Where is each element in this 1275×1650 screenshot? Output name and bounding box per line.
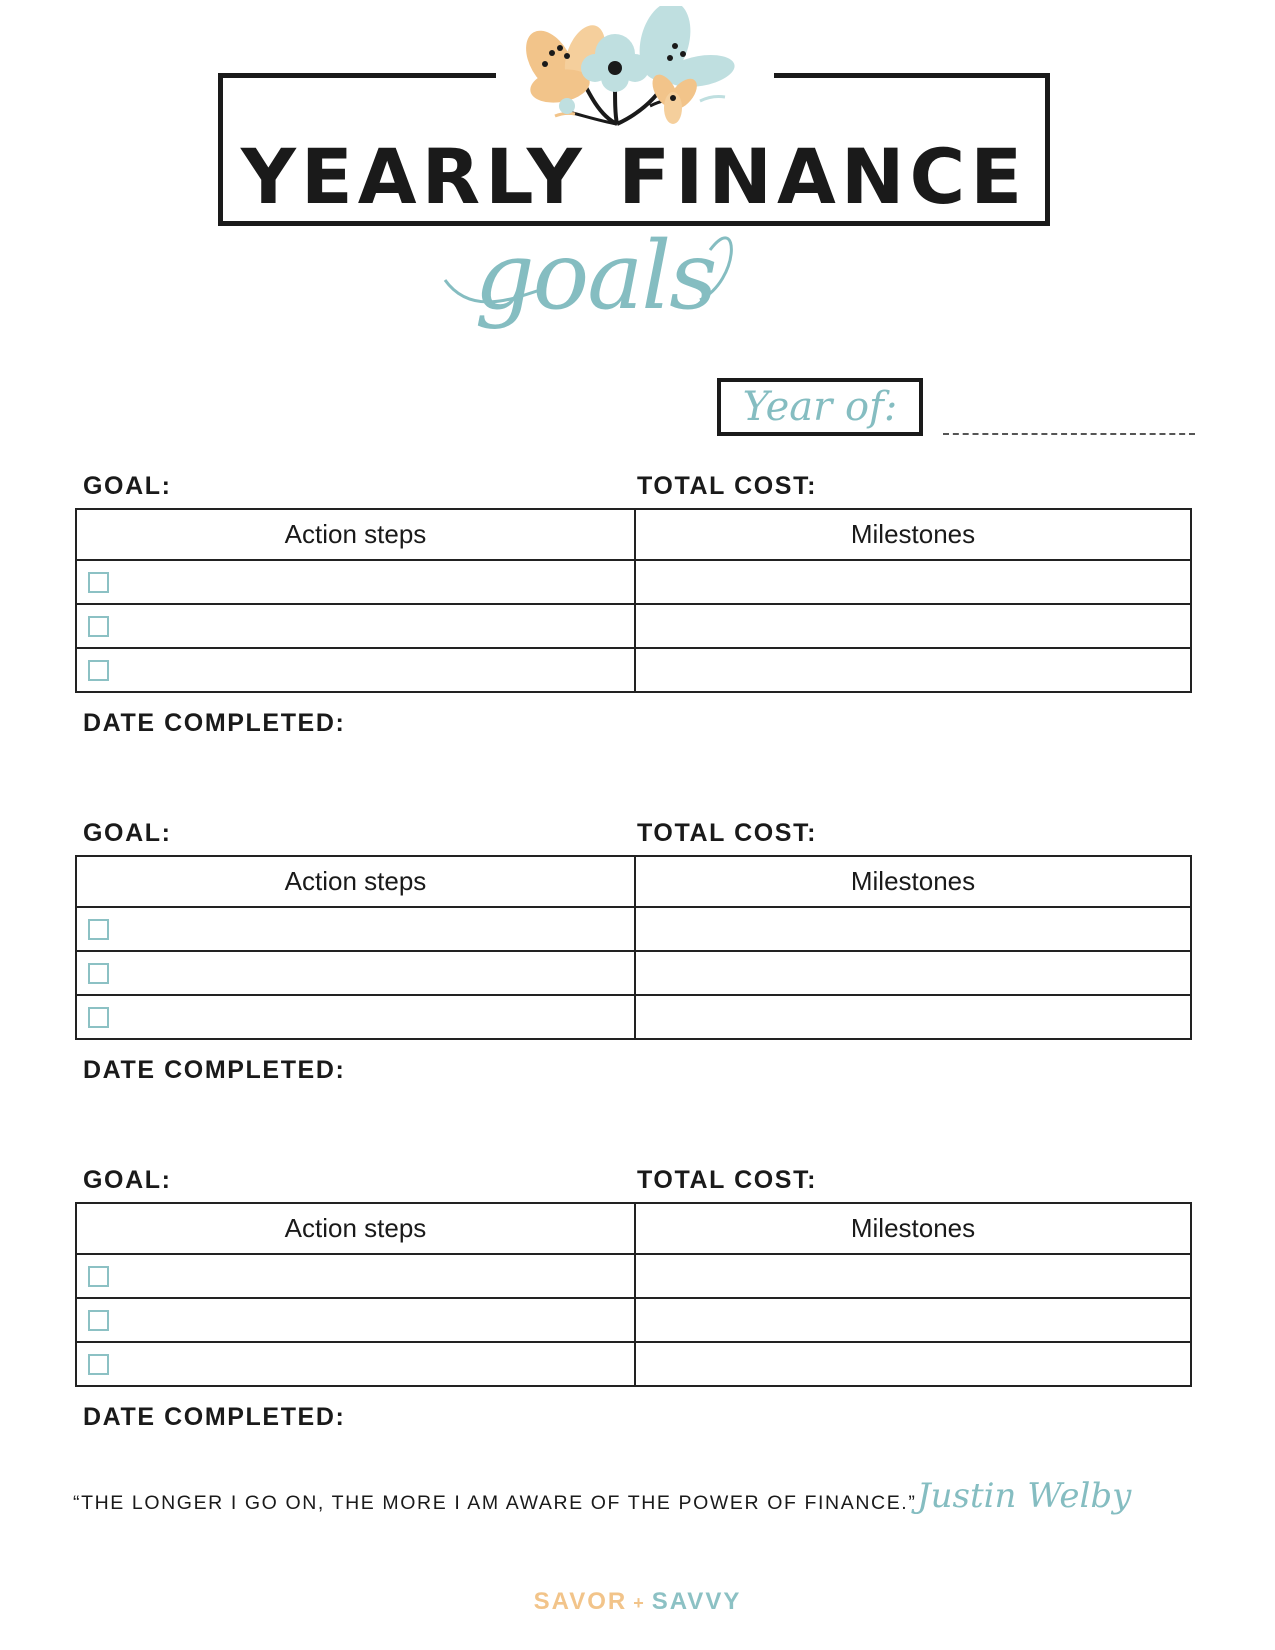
milestone-cell[interactable]: [635, 951, 1191, 995]
table-row: [76, 995, 1191, 1039]
milestone-cell[interactable]: [635, 648, 1191, 692]
date-completed-label: DATE COMPLETED:: [83, 1056, 346, 1084]
brand-left: SAVOR: [533, 1588, 628, 1615]
milestone-cell[interactable]: [635, 1342, 1191, 1386]
checkbox[interactable]: [88, 963, 109, 984]
brand-plus: +: [633, 1593, 646, 1613]
table-row: [76, 648, 1191, 692]
table-row: [76, 1298, 1191, 1342]
goal-table: [75, 508, 1192, 693]
checkbox[interactable]: [88, 572, 109, 593]
page-title: YEARLY FINANCE: [240, 132, 1028, 221]
quote-text: “THE LONGER I GO ON, THE MORE I AM AWARE OF THE POWER OF FINANCE.”: [73, 1492, 917, 1514]
total-cost-label: TOTAL COST:: [637, 472, 818, 500]
quote-author: Justin Welby: [917, 1476, 1132, 1516]
floral-decoration-icon: [505, 6, 765, 136]
action-steps-header: Action steps: [76, 509, 635, 560]
date-completed-label: DATE COMPLETED:: [83, 709, 346, 737]
year-input-line[interactable]: [943, 433, 1195, 435]
milestone-cell[interactable]: [635, 1298, 1191, 1342]
milestone-cell[interactable]: [635, 560, 1191, 604]
table-row: [76, 560, 1191, 604]
table-row: [76, 604, 1191, 648]
checkbox[interactable]: [88, 1007, 109, 1028]
goal-label: GOAL:: [83, 819, 172, 847]
goal-label: GOAL:: [83, 1166, 172, 1194]
table-row: [76, 1254, 1191, 1298]
checkbox[interactable]: [88, 616, 109, 637]
checkbox[interactable]: [88, 660, 109, 681]
table-row: [76, 907, 1191, 951]
goal-table: [75, 855, 1192, 1040]
page-subtitle: goals: [474, 222, 716, 331]
checkbox[interactable]: [88, 1354, 109, 1375]
milestones-header: Milestones: [635, 1203, 1191, 1254]
milestone-cell[interactable]: [635, 907, 1191, 951]
goal-table: [75, 1202, 1192, 1387]
goal-label: GOAL:: [83, 472, 172, 500]
action-steps-header: Action steps: [76, 856, 635, 907]
milestones-header: Milestones: [635, 509, 1191, 560]
total-cost-label: TOTAL COST:: [637, 819, 818, 847]
checkbox[interactable]: [88, 1310, 109, 1331]
table-row: [76, 1342, 1191, 1386]
milestone-cell[interactable]: [635, 995, 1191, 1039]
total-cost-label: TOTAL COST:: [637, 1166, 818, 1194]
year-label: Year of:: [742, 384, 898, 430]
action-steps-header: Action steps: [76, 1203, 635, 1254]
brand-logo: [0, 1588, 1275, 1616]
date-completed-label: DATE COMPLETED:: [83, 1403, 346, 1431]
milestone-cell[interactable]: [635, 1254, 1191, 1298]
brand-right: SAVVY: [651, 1588, 742, 1615]
milestone-cell[interactable]: [635, 604, 1191, 648]
table-row: [76, 951, 1191, 995]
checkbox[interactable]: [88, 919, 109, 940]
milestones-header: Milestones: [635, 856, 1191, 907]
checkbox[interactable]: [88, 1266, 109, 1287]
